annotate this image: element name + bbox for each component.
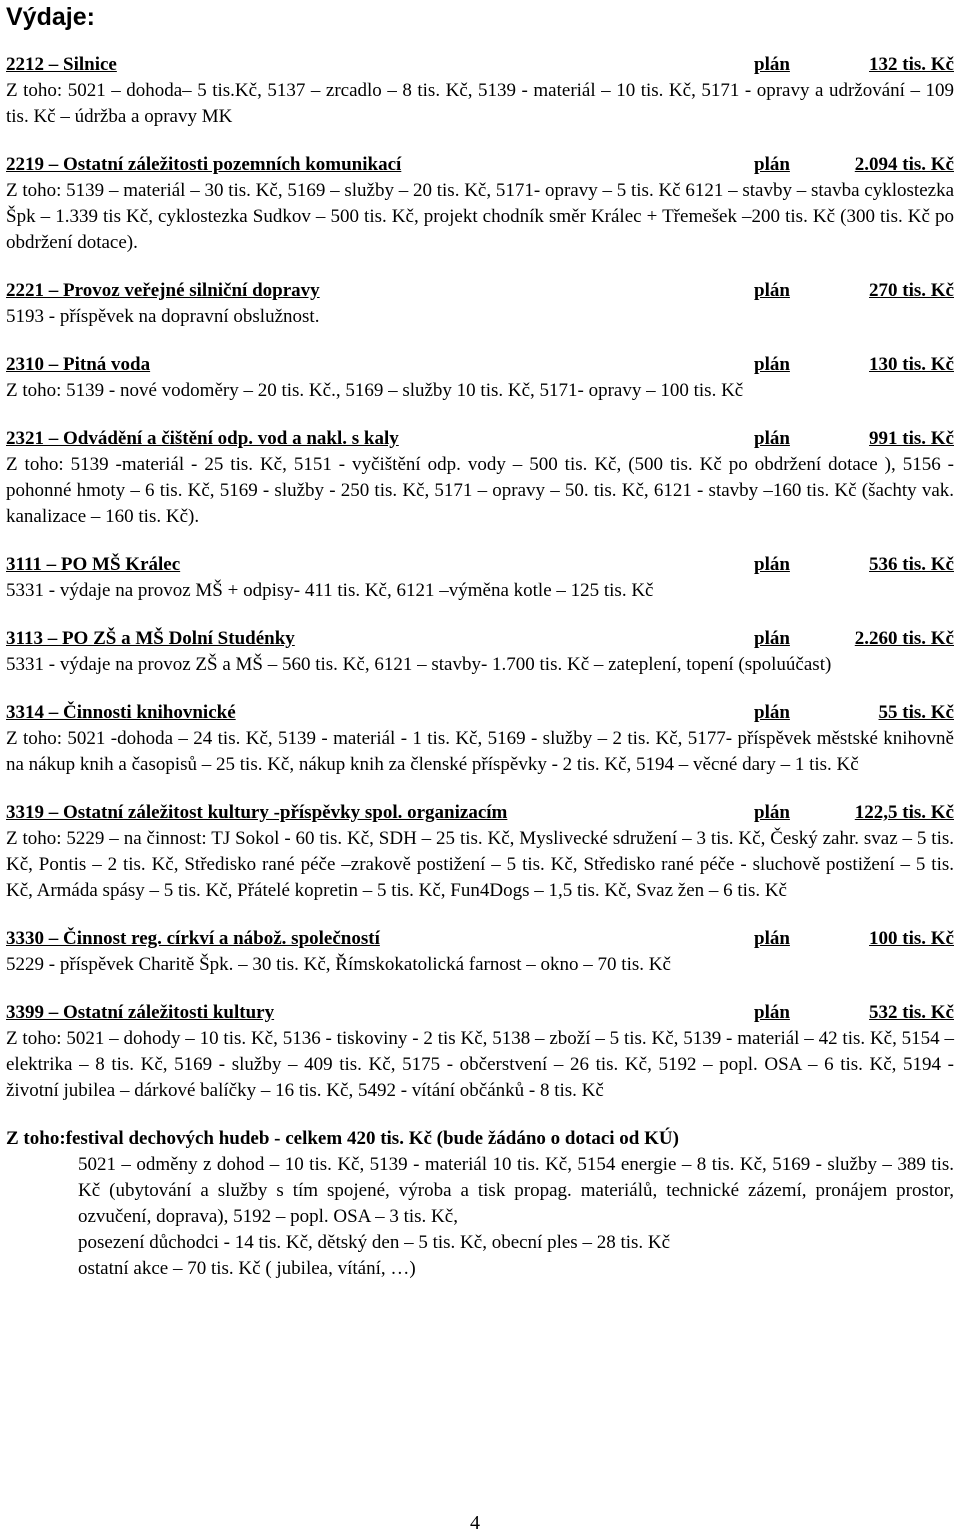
- plan-amount: 100 tis. Kč: [869, 928, 954, 949]
- plan-label: plán: [754, 54, 790, 75]
- plan-amount: 991 tis. Kč: [869, 428, 954, 449]
- section-gap: [6, 530, 954, 552]
- plan-label: plán: [754, 280, 790, 301]
- section-header: [6, 552, 954, 578]
- section-text: Z toho: 5139 - nové vodoměry – 20 tis. Kč., 5169 – služby 10 tis. Kč, 5171- opravy – 100 tis. Kč: [6, 380, 744, 401]
- section-title: 3399 – Ostatní záležitosti kultury: [6, 1002, 275, 1023]
- expense-section: [6, 800, 954, 926]
- section-text: Z toho: 5139 -materiál - 25 tis. Kč, 5151 - vyčištění odp. vody – 500 tis. Kč, (500 tis. Kč po obdržení dotace ), 5156 - pohonné hmoty – 6 tis. Kč, 5169 - služby - 250 tis. Kč, 5171 – opravy – 50. tis. Kč, 6121 - stavby –160 tis. Kč (šachty vak. kanalizace – 160 tis. Kč).: [6, 454, 954, 527]
- section-header: [6, 626, 954, 652]
- section-plan: [754, 352, 954, 378]
- section-gap: [6, 1104, 954, 1126]
- plan-amount: 2.260 tis. Kč: [854, 628, 954, 649]
- expense-section: [6, 700, 954, 800]
- section-gap: [6, 330, 954, 352]
- festival-line-2: posezení důchodci - 14 tis. Kč, dětský den – 5 tis. Kč, obecní ples – 28 tis. Kč: [78, 1232, 671, 1253]
- section-text: 5229 - příspěvek Charitě Špk. – 30 tis. Kč, Římskokatolická farnost – okno – 70 tis. Kč: [6, 954, 671, 975]
- section-text: Z toho: 5021 -dohoda – 24 tis. Kč, 5139 - materiál - 1 tis. Kč, 5169 - služby – 2 tis. Kč, 5177- příspěvek městské knihovně na nákup knih a časopisů – 25 tis. Kč, nákup knih za členské příspěvky - 2 tis. Kč, 5194 – věcné dary – 1 tis. Kč: [6, 728, 954, 775]
- plan-label: plán: [754, 928, 790, 949]
- section-gap: [6, 604, 954, 626]
- section-plan: [754, 1000, 954, 1026]
- expense-section: [6, 426, 954, 552]
- section-header: [6, 152, 954, 178]
- section-text: 5331 - výdaje na provoz ZŠ a MŠ – 560 tis. Kč, 6121 – stavby- 1.700 tis. Kč – zateplení, topení (spoluúčast): [6, 654, 832, 675]
- section-gap: [6, 778, 954, 800]
- section-title: 3314 – Činnosti knihovnické: [6, 702, 236, 723]
- plan-amount: 132 tis. Kč: [869, 54, 954, 75]
- section-plan: [754, 552, 954, 578]
- expense-section: [6, 52, 954, 152]
- section-header: [6, 1000, 954, 1026]
- section-plan: [754, 800, 954, 826]
- plan-label: plán: [754, 628, 790, 649]
- section-gap: [6, 130, 954, 152]
- expense-section: [6, 278, 954, 352]
- section-text: 5193 - příspěvek na dopravní obslužnost.: [6, 306, 320, 327]
- festival-intro: festival dechových hudeb - celkem 420 tis. Kč (bude žádáno o dotaci od KÚ): [65, 1128, 679, 1149]
- section-title: 2310 – Pitná voda: [6, 354, 151, 375]
- plan-amount: 270 tis. Kč: [869, 280, 954, 301]
- section-header: [6, 426, 954, 452]
- section-text: Z toho: 5229 – na činnost: TJ Sokol - 60 tis. Kč, SDH – 25 tis. Kč, Myslivecké sdružení – 3 tis. Kč, Český zahr. svaz – 5 tis. Kč, Pontis – 2 tis. Kč, Středisko rané péče –zrakově postižení – 5 tis. Kč, Středisko rané péče - sluchově postižení – 5 tis. Kč, Armáda spásy – 5 tis. Kč, Přátelé kopretin – 5 tis. Kč, Fun4Dogs – 1,5 tis. Kč, Svaz žen – 6 tis. Kč: [6, 828, 954, 901]
- expense-section: [6, 152, 954, 278]
- section-gap: [6, 978, 954, 1000]
- section-title: 3111 – PO MŠ Králec: [6, 554, 181, 575]
- plan-amount: 130 tis. Kč: [869, 354, 954, 375]
- expense-section: [6, 352, 954, 426]
- section-title: 2219 – Ostatní záležitosti pozemních komunikací: [6, 154, 402, 175]
- section-header: [6, 352, 954, 378]
- section-gap: [6, 256, 954, 278]
- section-header: [6, 800, 954, 826]
- section-gap: [6, 404, 954, 426]
- page-number: 4: [470, 1512, 480, 1534]
- section-plan: [754, 926, 954, 952]
- section-plan: [754, 426, 954, 452]
- section-title: 3330 – Činnost reg. církví a nábož. společností: [6, 928, 380, 949]
- section-gap: [6, 678, 954, 700]
- festival-line-1: 5021 – odměny z dohod – 10 tis. Kč, 5139 - materiál 10 tis. Kč, 5154 energie – 8 tis. Kč, 5169 - služby – 389 tis. Kč (ubytování a služby s tím spojené, výroba a tisk propag. materiálů, technické zázemí, pronájem prostor, ozvučení, doprava), 5192 – popl. OSA – 3 tis. Kč,: [78, 1154, 954, 1227]
- expense-section: [6, 626, 954, 700]
- plan-label: plán: [754, 802, 790, 823]
- plan-amount: 2.094 tis. Kč: [854, 154, 954, 175]
- page-title: Výdaje:: [6, 3, 95, 31]
- section-text: Z toho: 5021 – dohody – 10 tis. Kč, 5136 - tiskoviny - 2 tis Kč, 5138 – zboží – 5 tis. Kč, 5139 - materiál – 42 tis. Kč, 5154 – elektrika – 8 tis. Kč, 5169 - služby – 409 tis. Kč, 5175 - občerstvení – 26 tis. Kč, 5192 – popl. OSA – 6 tis. Kč, 5194 - životní jubilea – dárkové balíčky – 16 tis. Kč, 5492 - vítání občánků - 8 tis. Kč: [6, 1028, 954, 1101]
- plan-amount: 532 tis. Kč: [869, 1002, 954, 1023]
- section-plan: [754, 278, 954, 304]
- section-plan: [754, 626, 954, 652]
- section-plan: [754, 152, 954, 178]
- section-gap: [6, 904, 954, 926]
- document-page: [6, 0, 954, 1282]
- section-title: 2212 – Silnice: [6, 54, 117, 75]
- plan-label: plán: [754, 354, 790, 375]
- expense-section: [6, 552, 954, 626]
- section-text: Z toho: 5139 – materiál – 30 tis. Kč, 5169 – služby – 20 tis. Kč, 5171- opravy – 5 tis. Kč 6121 – stavby – stavba cyklostezka Špk – 1.339 tis Kč, cyklostezka Sudkov – 500 tis. Kč, projekt chodník směr Králec + Třemešek –200 tis. Kč (300 tis. Kč po obdržení dotace).: [6, 180, 954, 253]
- festival-label: Z toho:: [6, 1128, 66, 1149]
- section-header: [6, 278, 954, 304]
- section-text: Z toho: 5021 – dohoda– 5 tis.Kč, 5137 – zrcadlo – 8 tis. Kč, 5139 - materiál – 10 tis. Kč, 5171 - opravy a udržování – 109 tis. Kč – údržba a opravy MK: [6, 80, 954, 127]
- section-title: 3319 – Ostatní záležitost kultury -příspěvky spol. organizacím: [6, 802, 508, 823]
- plan-label: plán: [754, 554, 790, 575]
- plan-amount: 122,5 tis. Kč: [854, 802, 954, 823]
- plan-amount: 536 tis. Kč: [869, 554, 954, 575]
- festival-block: [6, 1126, 954, 1282]
- expense-section: [6, 1000, 954, 1126]
- plan-amount: 55 tis. Kč: [878, 702, 954, 723]
- section-title: 3113 – PO ZŠ a MŠ Dolní Studénky: [6, 628, 295, 649]
- expense-section: [6, 926, 954, 1000]
- plan-label: plán: [754, 428, 790, 449]
- section-plan: [754, 700, 954, 726]
- plan-label: plán: [754, 1002, 790, 1023]
- festival-line-3: ostatní akce – 70 tis. Kč ( jubilea, vítání, …): [78, 1258, 416, 1279]
- expense-sections: [6, 52, 954, 1126]
- section-title: 2321 – Odvádění a čištění odp. vod a nakl. s kaly: [6, 428, 399, 449]
- section-header: [6, 700, 954, 726]
- section-header: [6, 926, 954, 952]
- section-plan: [754, 52, 954, 78]
- plan-label: plán: [754, 702, 790, 723]
- section-header: [6, 52, 954, 78]
- plan-label: plán: [754, 154, 790, 175]
- section-text: 5331 - výdaje na provoz MŠ + odpisy- 411 tis. Kč, 6121 –výměna kotle – 125 tis. Kč: [6, 580, 654, 601]
- section-title: 2221 – Provoz veřejné silniční dopravy: [6, 280, 320, 301]
